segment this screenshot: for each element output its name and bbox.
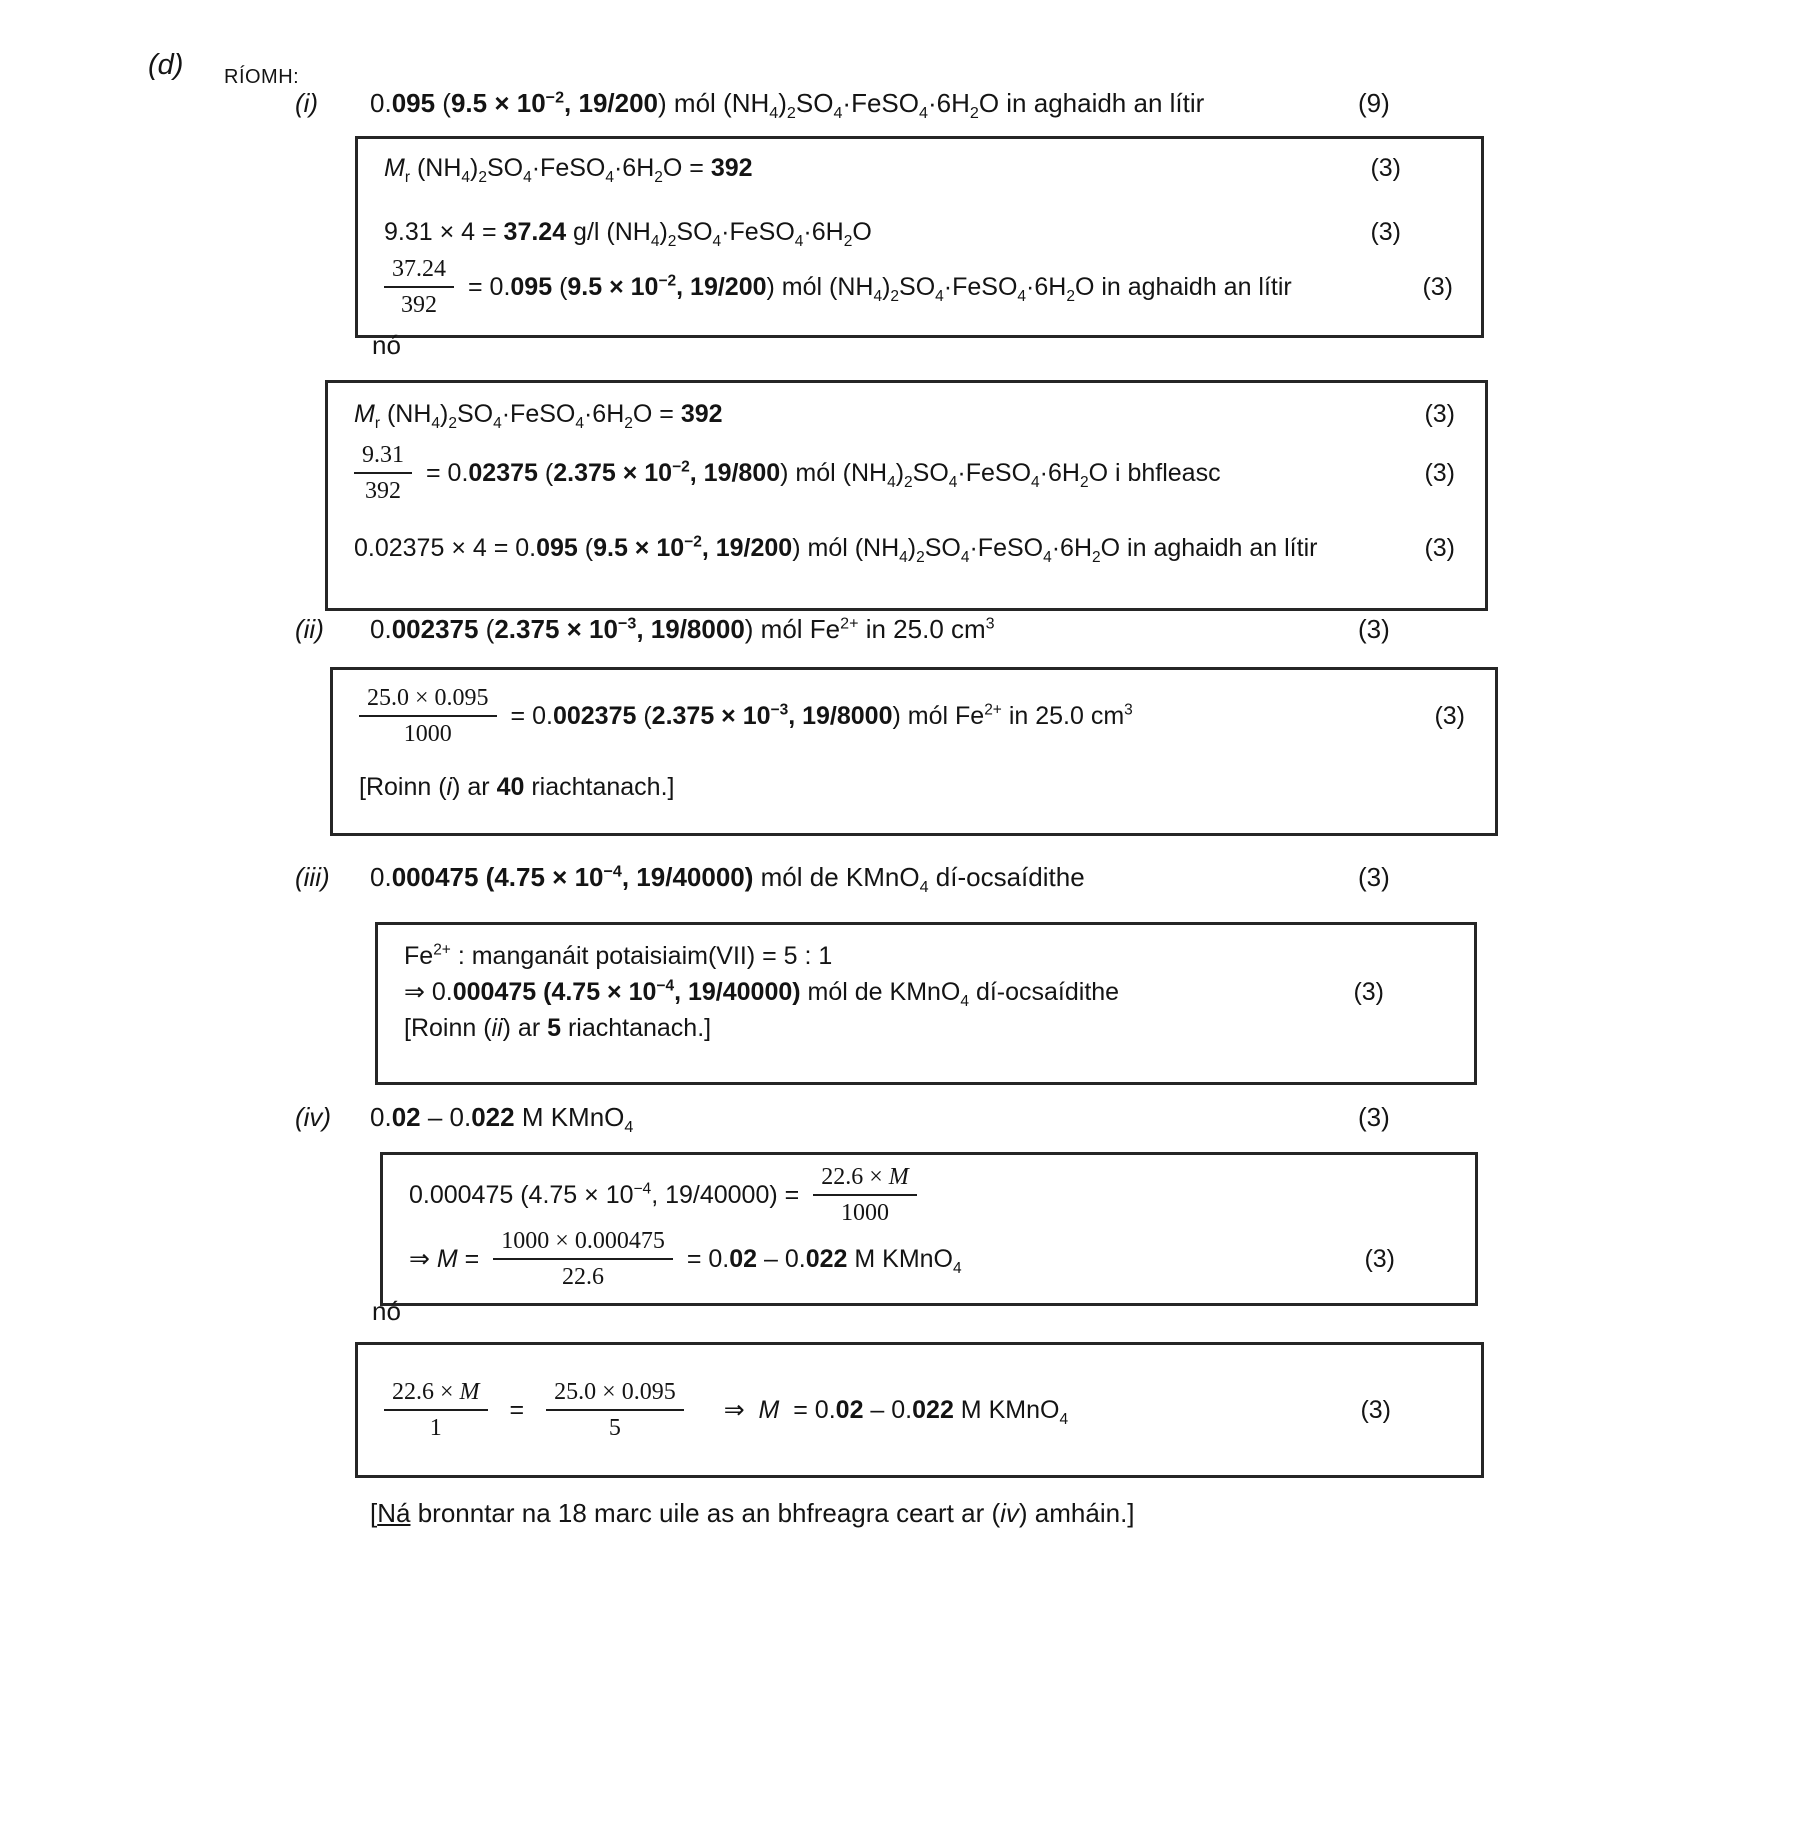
answer-box-i-second [325,380,1488,611]
box-line-text: $M_r$ $(NH_4)_2SO_4\cdot FeSO_4\cdot 6H_2O = 392$ [354,400,723,432]
fraction-numerator: 22.6 × M [813,1163,917,1196]
marks-badge: (3) [1370,218,1401,246]
marks-badge: (3) [1424,400,1455,428]
box-line [384,151,1461,185]
box-line-text: 0.02375 × 4 = 0.095 ($9.5 \times 10^{-2}$, 19/200) mól $(NH_4)_2SO_4\cdot FeSO_4\cdot 6H_2O$ in aghaidh an lítir [354,533,1318,566]
item-iii-answer: 0.000475 ($4.75 \times 10^{-4}$, 19/40000) mól de KMnO$_4$ dí-ocsaídithe [370,862,1085,897]
item-iii-label: (iii) [295,862,330,892]
box-line-text: $M_r$ $(NH_4)_2SO_4\cdot FeSO_4\cdot 6H_2O = 392$ [384,154,753,186]
marks-badge: (3) [1434,702,1465,730]
box-note [359,770,1475,804]
box-line-text: 0.000475 ($4.75 \times 10^{-4}$, 19/40000) = [409,1180,800,1209]
fraction [384,1378,488,1442]
fraction-numerator: 37.24 [384,255,454,288]
or-label: nó [372,330,401,360]
marks-badge: (3) [1370,154,1401,182]
answer-box-iv-first [380,1152,1478,1306]
box-line [404,939,1454,973]
item-iv-marks: (3) [1358,1102,1390,1132]
fraction-numerator: 9.31 [354,441,412,474]
box-line [384,1345,1461,1475]
box-note-text: [Roinn (ii) ar 5 riachtanach.] [404,1014,712,1042]
section-heading: RÍOMH: [224,66,300,88]
fraction [813,1163,917,1227]
footer-note: [Ná bronntar na 18 marc uile as an bhfreagra ceart ar (iv) amháin.] [370,1498,1135,1528]
fraction-denominator: 1000 [403,721,452,747]
box-line [354,441,1465,505]
fraction-numerator: 25.0 × 0.095 [546,1378,684,1411]
item-i-label: (i) [295,88,319,118]
box-line-text: = 0.02 – 0.022 M KMnO$_4$ [686,1245,962,1277]
fraction-numerator: 22.6 × M [384,1378,488,1411]
fraction [384,255,454,319]
box-line-text: $Fe^{2+}$ : manganáit potaisiaim(VII) = 5 : 1 [404,941,833,970]
answer-box-iii [375,922,1477,1085]
box-line-text: = 0.095 ($9.5 \times 10^{-2}$, 19/200) mól $(NH_4)_2SO_4\cdot FeSO_4\cdot 6H_2O$ in aghaidh an lítir [468,272,1292,305]
fraction-numerator: 25.0 × 0.095 [359,684,497,717]
item-iv-answer: 0.02 – 0.022 M KMnO$_4$ [370,1102,634,1137]
marks-badge: (3) [1353,978,1384,1006]
box-line [409,1163,1455,1227]
box-line-text: ⇒ M = [409,1245,480,1273]
box-line [354,397,1465,431]
fraction-denominator: 1000 [841,1200,889,1226]
equals-sign: = [509,1396,525,1424]
box-note-text: [Roinn (i) ar 40 riachtanach.] [359,773,675,801]
fraction-denominator: 392 [365,478,401,504]
answer-box-i-first [355,136,1484,338]
item-iii-marks: (3) [1358,862,1390,892]
marks-badge: (3) [1422,273,1453,301]
marks-badge: (3) [1424,534,1455,562]
box-line-text: = 0.002375 ($2.375 \times 10^{-3}$, 19/8000) mól $Fe^{2+}$ in 25.0 $cm^3$ [510,701,1133,730]
box-line [384,255,1461,319]
part-label: (d) [148,49,184,81]
item-i-marks: (9) [1358,88,1390,118]
fraction-denominator: 5 [608,1415,621,1441]
box-line [384,215,1461,249]
box-line-text: 9.31 × 4 = 37.24 g/l $(NH_4)_2SO_4\cdot FeSO_4\cdot 6H_2O$ [384,218,872,250]
fraction-numerator: 1000 × 0.000475 [493,1227,673,1260]
item-iv-label: (iv) [295,1102,332,1132]
box-line [354,531,1465,565]
fraction-denominator: 392 [401,292,437,318]
marks-badge: (3) [1360,1396,1391,1424]
fraction [354,441,412,505]
box-note [404,1011,1454,1045]
box-line [404,975,1454,1009]
box-line-text: ⇒ 0.000475 ($4.75 \times 10^{-4}$, 19/40000) mól de KMnO$_4$ dí-ocsaídithe [404,977,1120,1010]
marks-badge: (3) [1364,1245,1395,1273]
or-label: nó [372,1296,401,1326]
box-line [409,1227,1455,1291]
item-ii-answer: 0.002375 ($2.375 \times 10^{-3}$, 19/8000) mól $Fe^{2+}$ in 25.0 $cm^3$ [370,614,995,644]
item-ii-marks: (3) [1358,614,1390,644]
fraction-denominator: 22.6 [562,1264,605,1290]
fraction [493,1227,673,1291]
item-i-answer: 0.095 ($9.5 \times 10^{-2}$, 19/200) mól $(NH_4)_2SO_4\cdot FeSO_4\cdot 6H_2O$ in aghaidh an lítir [370,88,1205,123]
marks-badge: (3) [1424,459,1455,487]
box-line-text: ⇒ M = 0.02 – 0.022 M KMnO$_4$ [723,1396,1069,1428]
box-line-text: = 0.02375 ($2.375 \times 10^{-2}$, 19/800) mól $(NH_4)_2SO_4\cdot FeSO_4\cdot 6H_2O$ i bhfleasc [426,458,1221,491]
fraction [359,684,497,748]
answer-box-ii [330,667,1498,836]
item-ii-label: (ii) [295,614,324,644]
fraction [546,1378,684,1442]
fraction-denominator: 1 [429,1415,442,1441]
answer-box-iv-second [355,1342,1484,1478]
box-line [359,684,1475,748]
